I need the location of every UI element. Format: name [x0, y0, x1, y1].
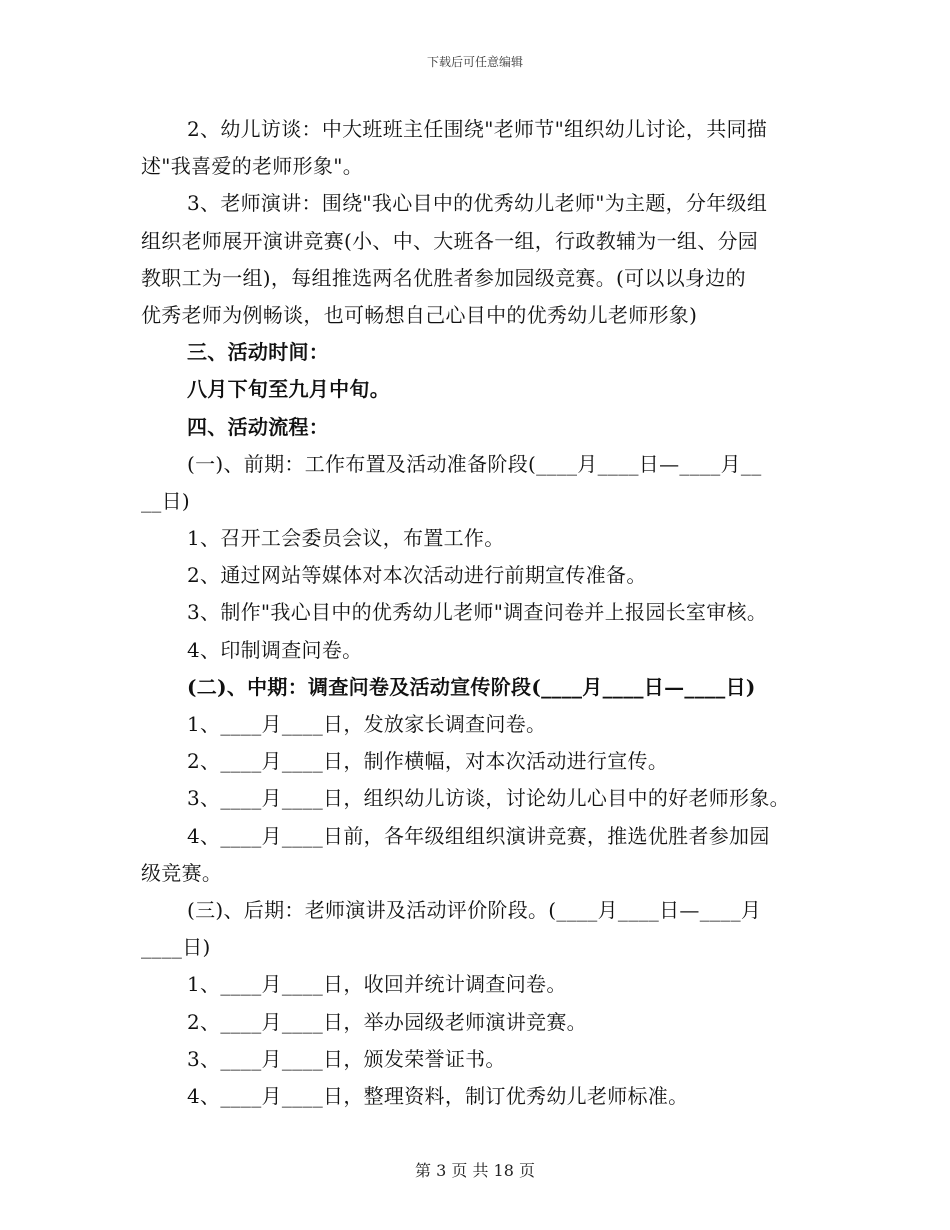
paragraph-line: 述"我喜爱的老师形象"。	[141, 154, 363, 179]
paragraph-line: 教职工为一组)，每组推选两名优胜者参加园级竞赛。(可以以身边的	[141, 265, 746, 290]
list-item: 3、____月____日，颁发荣誉证书。	[187, 1046, 506, 1071]
subsection-heading: (二)、中期：调查问卷及活动宣传阶段(____月____日—____日)	[187, 674, 756, 699]
document-body	[141, 111, 811, 1115]
paragraph-line: (三)、后期：老师演讲及活动评价阶段。(____月____日—____月	[187, 897, 762, 922]
list-item: 3、____月____日，组织幼儿访谈，讨论幼儿心目中的好老师形象。	[187, 786, 790, 811]
list-item: 3、制作"我心目中的优秀幼儿老师"调查问卷并上报园长室审核。	[187, 600, 768, 625]
page-footer: 第 3 页 共 18 页	[415, 1161, 535, 1180]
list-item: 4、____月____日前，各年级组组织演讲竞赛，推选优胜者参加园	[187, 823, 770, 848]
paragraph-line: (一)、前期：工作布置及活动准备阶段(____月____日—____月__	[187, 451, 762, 476]
list-item: 4、____月____日，整理资料，制订优秀幼儿老师标准。	[187, 1083, 689, 1108]
list-item: 1、____月____日，发放家长调查问卷。	[187, 712, 547, 736]
paragraph-line: 级竞赛。	[141, 860, 223, 885]
paragraph-line: ____日)	[141, 935, 211, 960]
paragraph-line: 八月下旬至九月中旬。	[187, 377, 390, 402]
list-item: 1、____月____日，收回并统计调查问卷。	[187, 972, 567, 997]
section-heading: 四、活动流程：	[187, 414, 330, 439]
paragraph-line: 组织老师展开演讲竞赛(小、中、大班各一组，行政教辅为一组、分园	[141, 228, 759, 253]
paragraph-line: 优秀老师为例畅谈，也可畅想自己心目中的优秀幼儿老师形象)	[141, 302, 698, 327]
list-item: 1、召开工会委员会议，布置工作。	[187, 526, 505, 551]
paragraph-line: 2、幼儿访谈：中大班班主任围绕"老师节"组织幼儿讨论，共同描	[187, 117, 768, 141]
list-item: 2、____月____日，制作横幅，对本次活动进行宣传。	[187, 749, 669, 774]
paragraph-line: 3、老师演讲：围绕"我心目中的优秀幼儿老师"为主题，分年级组	[187, 191, 768, 216]
section-heading: 三、活动时间：	[187, 340, 330, 365]
page-header: 下载后可任意编辑	[426, 55, 523, 69]
list-item: 2、通过网站等媒体对本次活动进行前期宣传准备。	[187, 563, 647, 588]
paragraph-line: __日)	[141, 488, 191, 513]
list-item: 4、印制调查问卷。	[187, 637, 363, 662]
list-item: 2、____月____日，举办园级老师演讲竞赛。	[187, 1009, 587, 1034]
